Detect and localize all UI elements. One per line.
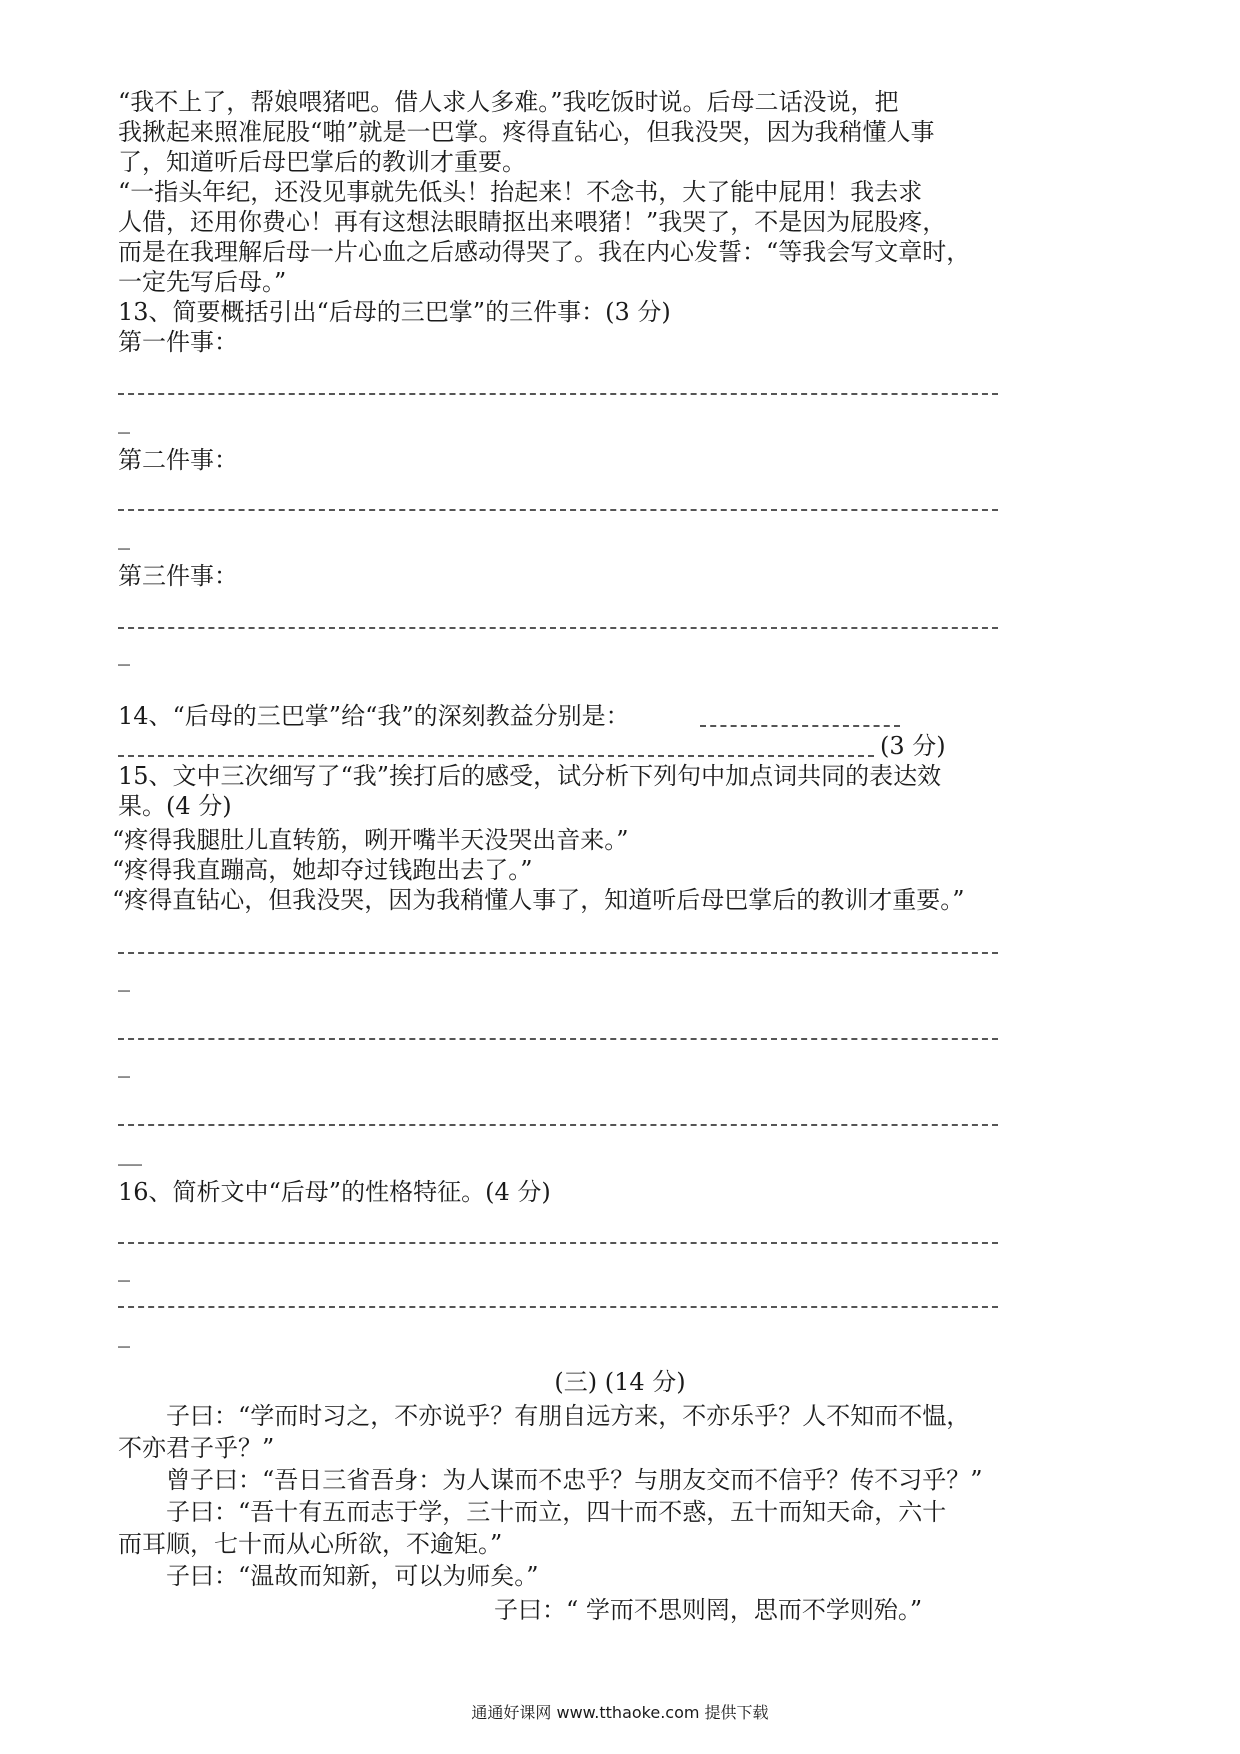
answer-line-tail: _: [118, 1254, 130, 1282]
answer-line[interactable]: [118, 1306, 998, 1308]
passage-line: “一指头年纪，还没见事就先低头！抬起来！不念书，大了能中屁用！我去求: [118, 178, 923, 206]
analects-line: 子曰：“学而时习之，不亦说乎？有朋自远方来，不亦乐乎？人不知而不愠，: [166, 1402, 971, 1430]
page-footer: 通通好课网 www.tthaoke.com 提供下载: [471, 1703, 769, 1722]
passage-line: 而是在我理解后母一片心血之后感动得哭了。我在内心发誓：“等我会写文章时，: [118, 238, 971, 266]
question-14-score: (3 分): [880, 732, 946, 760]
answer-line[interactable]: [118, 1124, 998, 1126]
quoted-sentence: “疼得直钻心，但我没哭，因为我稍懂人事了，知道听后母巴掌后的教训才重要。”: [112, 886, 965, 914]
answer-line[interactable]: [118, 1038, 998, 1040]
answer-line-tail: _: [118, 522, 130, 550]
analects-line: 不亦君子乎？”: [118, 1434, 275, 1462]
question-16-prompt: 16、简析文中“后母”的性格特征。(4 分): [118, 1178, 551, 1206]
question-15-prompt: 15、文中三次细写了“我”挨打后的感受，试分析下列句中加点词共同的表达效: [118, 762, 942, 790]
analects-line: 而耳顺，七十而从心所欲，不逾矩。”: [118, 1530, 503, 1558]
q13-third-label: 第三件事：: [118, 562, 238, 590]
answer-line-tail: __: [118, 1138, 142, 1166]
answer-line[interactable]: [118, 952, 998, 954]
quoted-sentence: “疼得我腿肚儿直转筋，咧开嘴半天没哭出音来。”: [112, 826, 629, 854]
passage-line: 人借，还用你费心！再有这想法眼睛抠出来喂猪！”我哭了，不是因为屁股疼，: [118, 208, 947, 236]
passage-line: 我揪起来照准屁股“啪”就是一巴掌。疼得直钻心，但我没哭，因为我稍懂人事: [118, 118, 935, 146]
answer-line[interactable]: [118, 627, 998, 629]
question-14-prompt: 14、“后母的三巴掌”给“我”的深刻教益分别是：: [118, 702, 630, 730]
answer-line[interactable]: [700, 725, 900, 727]
answer-line-tail: _: [118, 1050, 130, 1078]
answer-line-tail: _: [118, 638, 130, 666]
q13-second-label: 第二件事：: [118, 446, 238, 474]
analects-line: 子曰：“吾十有五而志于学，三十而立，四十而不惑，五十而知天命，六十: [166, 1498, 947, 1526]
answer-line[interactable]: [118, 1242, 998, 1244]
question-13-prompt: 13、简要概括引出“后母的三巴掌”的三件事：(3 分): [118, 298, 671, 326]
section-heading: (三) (14 分): [554, 1368, 686, 1396]
analects-line: 子曰：“ 学而不思则罔，思而不学则殆。”: [494, 1596, 923, 1624]
answer-line[interactable]: [118, 755, 874, 757]
quoted-sentence: “疼得我直蹦高，她却夺过钱跑出去了。”: [112, 856, 533, 884]
passage-line: “我不上了，帮娘喂猪吧。借人求人多难。”我吃饭时说。后母二话没说，把: [118, 88, 899, 116]
answer-line[interactable]: [118, 509, 998, 511]
passage-line: 一定先写后母。”: [118, 268, 287, 296]
question-15-prompt: 果。(4 分): [118, 792, 232, 820]
answer-line-tail: _: [118, 406, 130, 434]
passage-line: 了，知道听后母巴掌后的教训才重要。: [118, 148, 526, 176]
answer-line-tail: _: [118, 964, 130, 992]
analects-line: 子曰：“温故而知新，可以为师矣。”: [166, 1562, 539, 1590]
analects-line: 曾子曰：“吾日三省吾身：为人谋而不忠乎？与朋友交而不信乎？传不习乎？”: [166, 1466, 983, 1494]
q13-first-label: 第一件事：: [118, 328, 238, 356]
answer-line-tail: _: [118, 1320, 130, 1348]
answer-line[interactable]: [118, 393, 998, 395]
